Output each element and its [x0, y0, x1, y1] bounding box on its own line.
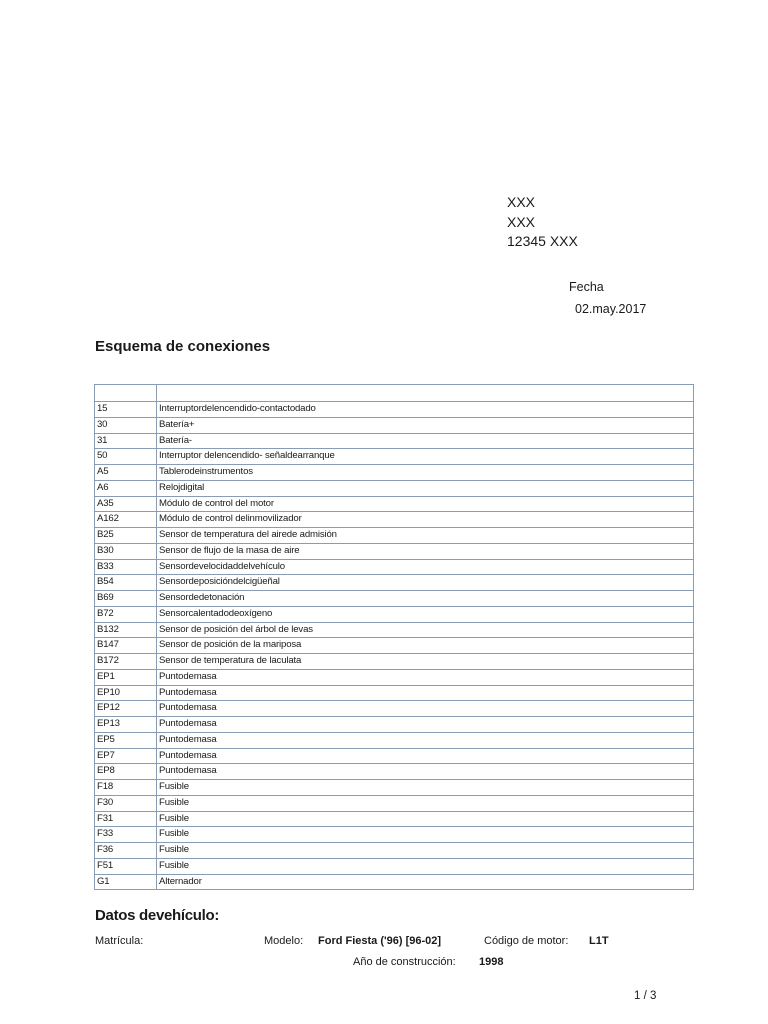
table-row	[95, 843, 694, 859]
component-code: B72	[95, 606, 157, 622]
component-code: 30	[95, 417, 157, 433]
table-row	[95, 654, 694, 670]
component-description: Batería-	[157, 433, 694, 449]
component-description: Interruptor delencendido- señaldearranque	[157, 449, 694, 465]
component-code: EP10	[95, 685, 157, 701]
model-value: Ford Fiesta ('96) [96-02]	[318, 935, 442, 947]
section-title-vehicle: Datos devehículo:	[95, 907, 220, 924]
table-row	[95, 575, 694, 591]
table-row	[95, 701, 694, 717]
table-row	[95, 748, 694, 764]
component-code: F31	[95, 811, 157, 827]
component-code: B25	[95, 528, 157, 544]
table-row	[95, 402, 694, 418]
table-row	[95, 764, 694, 780]
table-header-description	[157, 385, 694, 402]
table-row	[95, 528, 694, 544]
address-line-2: XXX	[507, 213, 536, 230]
table-row	[95, 638, 694, 654]
component-description: Alternador	[157, 874, 694, 890]
component-code: F30	[95, 795, 157, 811]
component-description: Sensor de posición del árbol de levas	[157, 622, 694, 638]
component-code: B69	[95, 591, 157, 607]
component-description: Fusible	[157, 795, 694, 811]
component-description: Sensordevelocidaddelvehículo	[157, 559, 694, 575]
component-description: Sensordedetonación	[157, 591, 694, 607]
date-value: 02.may.2017	[575, 302, 647, 316]
component-code: A6	[95, 480, 157, 496]
component-description: Puntodemasa	[157, 732, 694, 748]
component-code: 15	[95, 402, 157, 418]
date-label: Fecha	[569, 280, 604, 294]
component-description: Puntodemasa	[157, 717, 694, 733]
table-row	[95, 732, 694, 748]
component-description: Sensor de posición de la mariposa	[157, 638, 694, 654]
section-title-connections: Esquema de conexiones	[95, 338, 271, 355]
component-code: F36	[95, 843, 157, 859]
component-description: Sensor de flujo de la masa de aire	[157, 543, 694, 559]
component-code: A5	[95, 465, 157, 481]
connections-table	[94, 384, 694, 890]
component-code: EP1	[95, 669, 157, 685]
build-year-value: 1998	[479, 956, 504, 968]
component-description: Fusible	[157, 858, 694, 874]
table-header-code	[95, 385, 157, 402]
component-description: Tablerodeinstrumentos	[157, 465, 694, 481]
table-row	[95, 858, 694, 874]
address-line-3: 12345 XXX	[507, 233, 578, 249]
table-row	[95, 496, 694, 512]
table-row	[95, 795, 694, 811]
component-code: B54	[95, 575, 157, 591]
table-row	[95, 622, 694, 638]
component-code: EP13	[95, 717, 157, 733]
component-description: Sensorcalentadodeoxígeno	[157, 606, 694, 622]
component-description: Batería+	[157, 417, 694, 433]
table-row	[95, 874, 694, 890]
component-description: Sensor de temperatura de laculata	[157, 654, 694, 670]
table-row	[95, 669, 694, 685]
component-code: A35	[95, 496, 157, 512]
component-code: F18	[95, 780, 157, 796]
component-description: Fusible	[157, 827, 694, 843]
component-description: Puntodemasa	[157, 764, 694, 780]
component-code: 31	[95, 433, 157, 449]
component-description: Fusible	[157, 843, 694, 859]
table-row	[95, 685, 694, 701]
component-code: EP7	[95, 748, 157, 764]
component-code: B132	[95, 622, 157, 638]
table-row	[95, 480, 694, 496]
component-code: EP12	[95, 701, 157, 717]
table-row	[95, 559, 694, 575]
plate-label: Matrícula:	[95, 935, 144, 947]
component-description: Módulo de control del motor	[157, 496, 694, 512]
table-row	[95, 811, 694, 827]
component-code: B147	[95, 638, 157, 654]
table-row	[95, 606, 694, 622]
build-year-label: Año de construcción:	[353, 956, 456, 968]
component-code: B30	[95, 543, 157, 559]
table-row	[95, 512, 694, 528]
table-row	[95, 780, 694, 796]
table-row	[95, 417, 694, 433]
recipient-address	[507, 193, 578, 252]
component-description: Puntodemasa	[157, 669, 694, 685]
table-row	[95, 465, 694, 481]
table-row	[95, 827, 694, 843]
component-description: Sensor de temperatura del airede admisión	[157, 528, 694, 544]
engine-code-label: Código de motor:	[484, 935, 569, 947]
component-code: B33	[95, 559, 157, 575]
component-code: 50	[95, 449, 157, 465]
table-header-row	[95, 385, 694, 402]
component-code: G1	[95, 874, 157, 890]
engine-code-value: L1T	[589, 935, 609, 947]
table-row	[95, 717, 694, 733]
component-code: A162	[95, 512, 157, 528]
page-number: 1 / 3	[634, 990, 657, 1002]
component-description: Puntodemasa	[157, 701, 694, 717]
component-code: F33	[95, 827, 157, 843]
component-description: Fusible	[157, 811, 694, 827]
component-description: Puntodemasa	[157, 685, 694, 701]
component-code: EP5	[95, 732, 157, 748]
component-description: Sensordeposicióndelcigüeñal	[157, 575, 694, 591]
component-code: B172	[95, 654, 157, 670]
address-line-1: XXX	[507, 194, 536, 210]
component-description: Puntodemasa	[157, 748, 694, 764]
component-description: Módulo de control delinmovilizador	[157, 512, 694, 528]
table-row	[95, 433, 694, 449]
component-description: Relojdigital	[157, 480, 694, 496]
component-description: Fusible	[157, 780, 694, 796]
component-description: Interruptordelencendido-contactodado	[157, 402, 694, 418]
component-code: EP8	[95, 764, 157, 780]
table-row	[95, 449, 694, 465]
component-code: F51	[95, 858, 157, 874]
table-row	[95, 591, 694, 607]
table-row	[95, 543, 694, 559]
model-label: Modelo:	[264, 935, 304, 947]
